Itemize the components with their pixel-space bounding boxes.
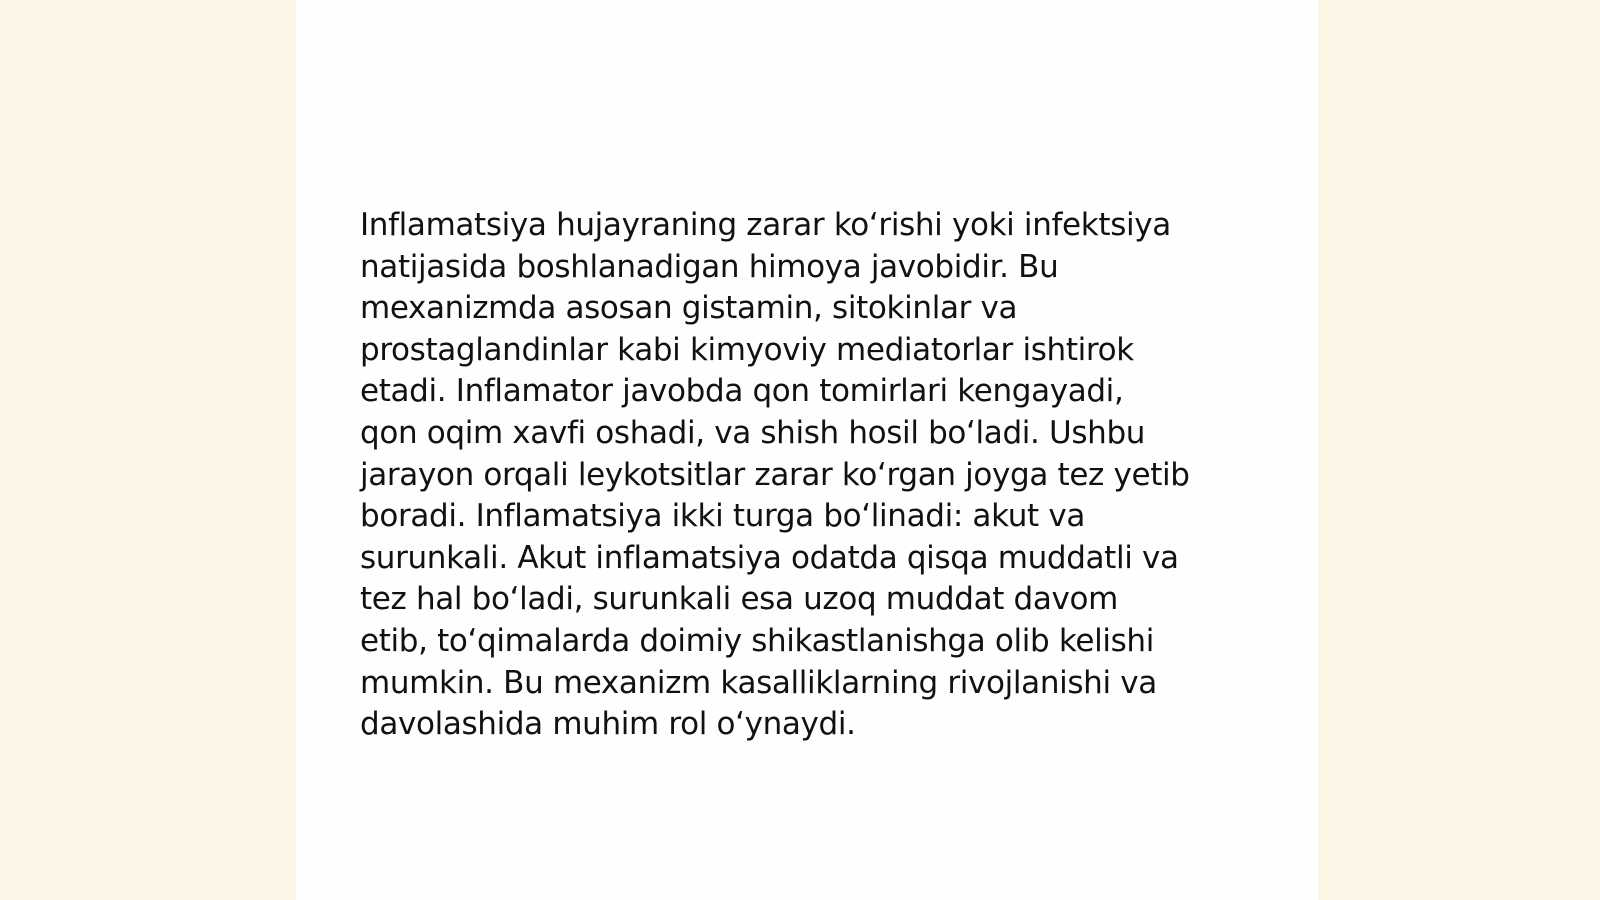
text-line: prostaglandinlar kabi kimyoviy mediatorlar ishtirok — [360, 331, 1134, 368]
text-line: natijasida boshlanadigan himoya javobidir. Bu — [360, 248, 1059, 285]
text-line: etadi. Inflamator javobda qon tomirlari kengayadi, — [360, 373, 1124, 410]
text-line: jarayon orqali leykotsitlar zarar ko‘rgan joyga tez yetib — [360, 456, 1190, 493]
text-line: davolashida muhim rol o‘ynaydi. — [360, 706, 856, 743]
text-line: mexanizmda asosan gistamin, sitokinlar va — [360, 290, 1018, 327]
text-line: surunkali. Akut inflamatsiya odatda qisqa muddatli va — [360, 539, 1179, 576]
text-line: Inflamatsiya hujayraning zarar ko‘rishi yoki infektsiya — [360, 207, 1171, 243]
slide-body-text — [360, 205, 1260, 746]
text-line: qon oqim xavfi oshadi, va shish hosil bo‘ladi. Ushbu — [360, 414, 1146, 451]
text-line: etib, to‘qimalarda doimiy shikastlanishga olib kelishi — [360, 622, 1154, 659]
left-background-panel — [0, 0, 296, 900]
text-line: mumkin. Bu mexanizm kasalliklarning rivojlanishi va — [360, 664, 1157, 701]
right-background-panel — [1318, 0, 1600, 900]
text-line: boradi. Inflamatsiya ikki turga bo‘linadi: akut va — [360, 498, 1085, 535]
text-line: tez hal bo‘ladi, surunkali esa uzoq muddat davom — [360, 581, 1118, 618]
